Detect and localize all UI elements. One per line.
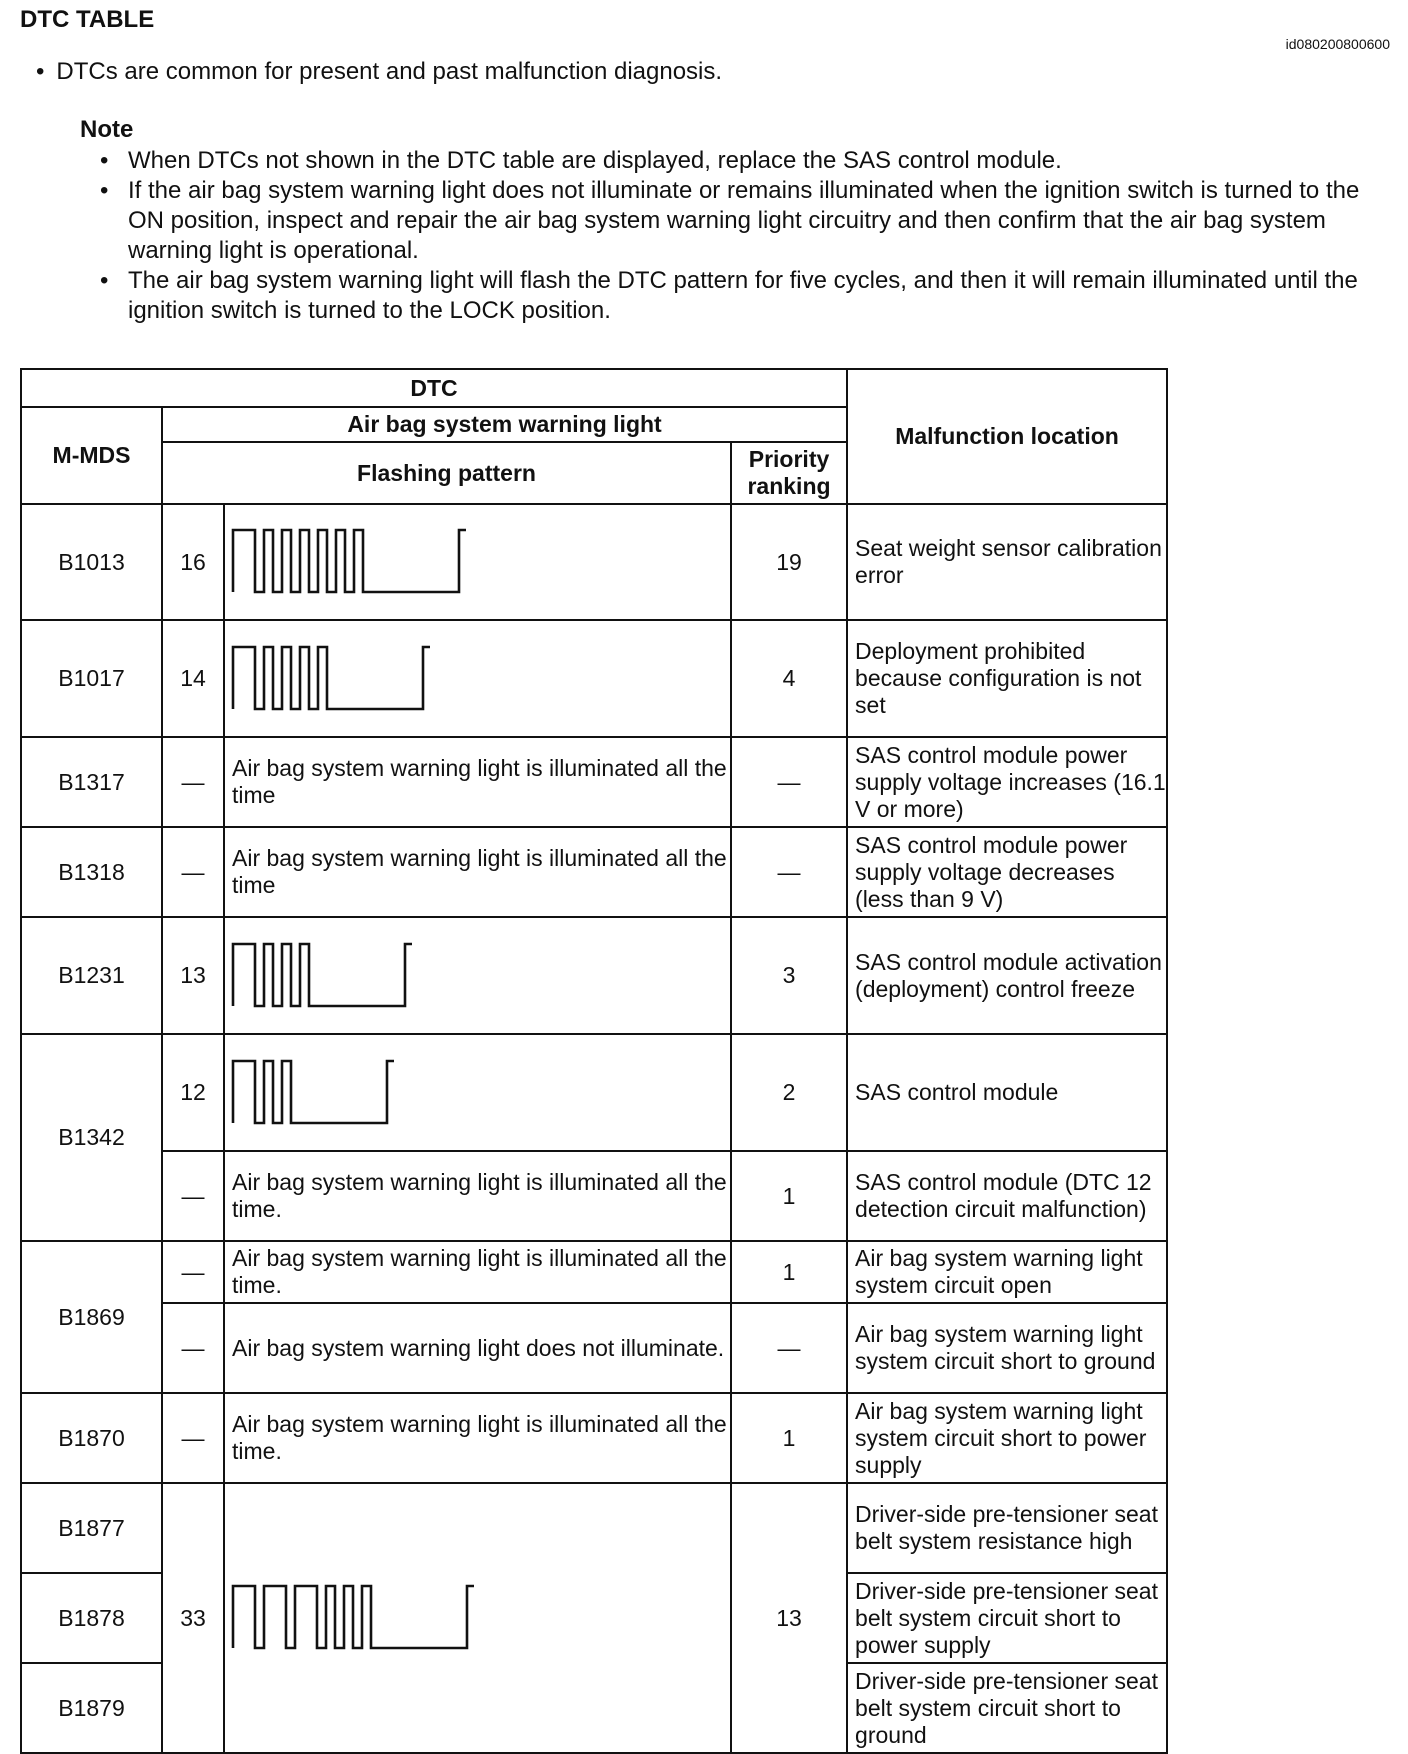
mmds-cell: B1879 xyxy=(21,1663,162,1753)
code-cell: 14 xyxy=(162,620,224,737)
table-row xyxy=(21,1151,1167,1241)
header-warning-light: Air bag system warning light xyxy=(162,407,847,442)
flashing-pattern-cell xyxy=(224,1483,731,1753)
dtc-table xyxy=(20,368,1168,1754)
mmds-cell: B1013 xyxy=(21,504,162,620)
code-cell: 12 xyxy=(162,1034,224,1151)
mmds-cell: B1017 xyxy=(21,620,162,737)
document-id: id080200800600 xyxy=(1285,36,1390,52)
bullet: • xyxy=(100,267,109,294)
priority-cell: 13 xyxy=(731,1483,847,1753)
header-dtc: DTC xyxy=(21,369,847,407)
priority-cell: 4 xyxy=(731,620,847,737)
malfunction-location-cell: Seat weight sensor calibration error xyxy=(847,504,1167,620)
header-priority: Priority ranking xyxy=(731,442,847,504)
malfunction-location-cell: Driver-side pre-tensioner seat belt system circuit short to power supply xyxy=(847,1573,1167,1663)
code-cell: — xyxy=(162,827,224,917)
flashing-pattern-cell xyxy=(224,620,731,737)
mmds-cell: B1870 xyxy=(21,1393,162,1483)
flashing-pattern-text: Air bag system warning light is illuminated all the time. xyxy=(224,1151,731,1241)
code-cell: 13 xyxy=(162,917,224,1034)
mmds-cell: B1318 xyxy=(21,827,162,917)
note-text: If the air bag system warning light does not illuminate or remains illuminated when the ignition switch is turned to the ON position, inspect and repair the air bag system warning light circuitry and then confirm that the air bag system warning light is operational. xyxy=(128,177,1360,264)
code-cell: 33 xyxy=(162,1483,224,1753)
bullet: • xyxy=(36,58,45,85)
malfunction-location-cell: SAS control module power supply voltage decreases (less than 9 V) xyxy=(847,827,1167,917)
malfunction-location-cell: SAS control module power supply voltage increases (16.1 V or more) xyxy=(847,737,1167,827)
malfunction-location-cell: Air bag system warning light system circuit short to ground xyxy=(847,1303,1167,1393)
table-row xyxy=(21,1393,1167,1483)
table-row xyxy=(21,737,1167,827)
code-cell: — xyxy=(162,1303,224,1393)
flashing-pattern-text: Air bag system warning light is illuminated all the time xyxy=(224,737,731,827)
table-row xyxy=(21,1241,1167,1303)
flashing-pattern-text: Air bag system warning light does not illuminate. xyxy=(224,1303,731,1393)
mmds-cell: B1342 xyxy=(21,1034,162,1241)
page-title: DTC TABLE xyxy=(20,6,155,33)
note-text: When DTCs not shown in the DTC table are displayed, replace the SAS control module. xyxy=(128,147,1062,174)
flash-pattern-waveform xyxy=(231,524,571,600)
flashing-pattern-cell xyxy=(224,504,731,620)
priority-cell: 1 xyxy=(731,1393,847,1483)
bullet: • xyxy=(100,177,109,204)
code-cell: — xyxy=(162,1393,224,1483)
priority-cell: 1 xyxy=(731,1151,847,1241)
flashing-pattern-text: Air bag system warning light is illuminated all the time. xyxy=(224,1241,731,1303)
note-text: The air bag system warning light will flash the DTC pattern for five cycles, and then it will remain illuminated until the ignition switch is turned to the LOCK position. xyxy=(128,267,1358,324)
table-row xyxy=(21,1303,1167,1393)
priority-cell: — xyxy=(731,827,847,917)
priority-cell: — xyxy=(731,1303,847,1393)
note-list xyxy=(100,146,1390,326)
table-row xyxy=(21,504,1167,620)
table-row xyxy=(21,917,1167,1034)
priority-cell: — xyxy=(731,737,847,827)
priority-cell: 1 xyxy=(731,1241,847,1303)
malfunction-location-cell: SAS control module xyxy=(847,1034,1167,1151)
flashing-pattern-text: Air bag system warning light is illuminated all the time. xyxy=(224,1393,731,1483)
code-cell: — xyxy=(162,1151,224,1241)
code-cell: — xyxy=(162,737,224,827)
malfunction-location-cell: Driver-side pre-tensioner seat belt system resistance high xyxy=(847,1483,1167,1573)
header-malfunction-location: Malfunction location xyxy=(847,369,1167,504)
flash-pattern-waveform xyxy=(231,1055,571,1131)
intro-bullet-item xyxy=(36,58,722,86)
bullet: • xyxy=(100,147,109,174)
code-cell: 16 xyxy=(162,504,224,620)
note-item xyxy=(100,176,1390,266)
table-row xyxy=(21,1483,1167,1573)
header-flashing-pattern: Flashing pattern xyxy=(162,442,731,504)
priority-cell: 3 xyxy=(731,917,847,1034)
flash-pattern-waveform xyxy=(231,938,571,1014)
flashing-pattern-cell xyxy=(224,917,731,1034)
intro-text: DTCs are common for present and past malfunction diagnosis. xyxy=(56,58,723,85)
mmds-cell: B1869 xyxy=(21,1241,162,1393)
malfunction-location-cell: SAS control module (DTC 12 detection circuit malfunction) xyxy=(847,1151,1167,1241)
mmds-cell: B1231 xyxy=(21,917,162,1034)
table-row xyxy=(21,827,1167,917)
malfunction-location-cell: Air bag system warning light system circuit open xyxy=(847,1241,1167,1303)
malfunction-location-cell: Air bag system warning light system circuit short to power supply xyxy=(847,1393,1167,1483)
mmds-cell: B1878 xyxy=(21,1573,162,1663)
malfunction-location-cell: Driver-side pre-tensioner seat belt system circuit short to ground xyxy=(847,1663,1167,1753)
note-item xyxy=(100,146,1390,176)
note-item xyxy=(100,266,1390,326)
malfunction-location-cell: SAS control module activation (deployment) control freeze xyxy=(847,917,1167,1034)
mmds-cell: B1317 xyxy=(21,737,162,827)
priority-cell: 2 xyxy=(731,1034,847,1151)
mmds-cell: B1877 xyxy=(21,1483,162,1573)
flash-pattern-waveform xyxy=(231,1580,571,1656)
table-row xyxy=(21,1034,1167,1151)
code-cell: — xyxy=(162,1241,224,1303)
header-row xyxy=(21,369,1167,407)
table-row xyxy=(21,620,1167,737)
flashing-pattern-text: Air bag system warning light is illuminated all the time xyxy=(224,827,731,917)
priority-cell: 19 xyxy=(731,504,847,620)
header-mmds: M-MDS xyxy=(21,407,162,504)
note-heading: Note xyxy=(80,116,134,143)
malfunction-location-cell: Deployment prohibited because configuration is not set xyxy=(847,620,1167,737)
flash-pattern-waveform xyxy=(231,641,571,717)
flashing-pattern-cell xyxy=(224,1034,731,1151)
